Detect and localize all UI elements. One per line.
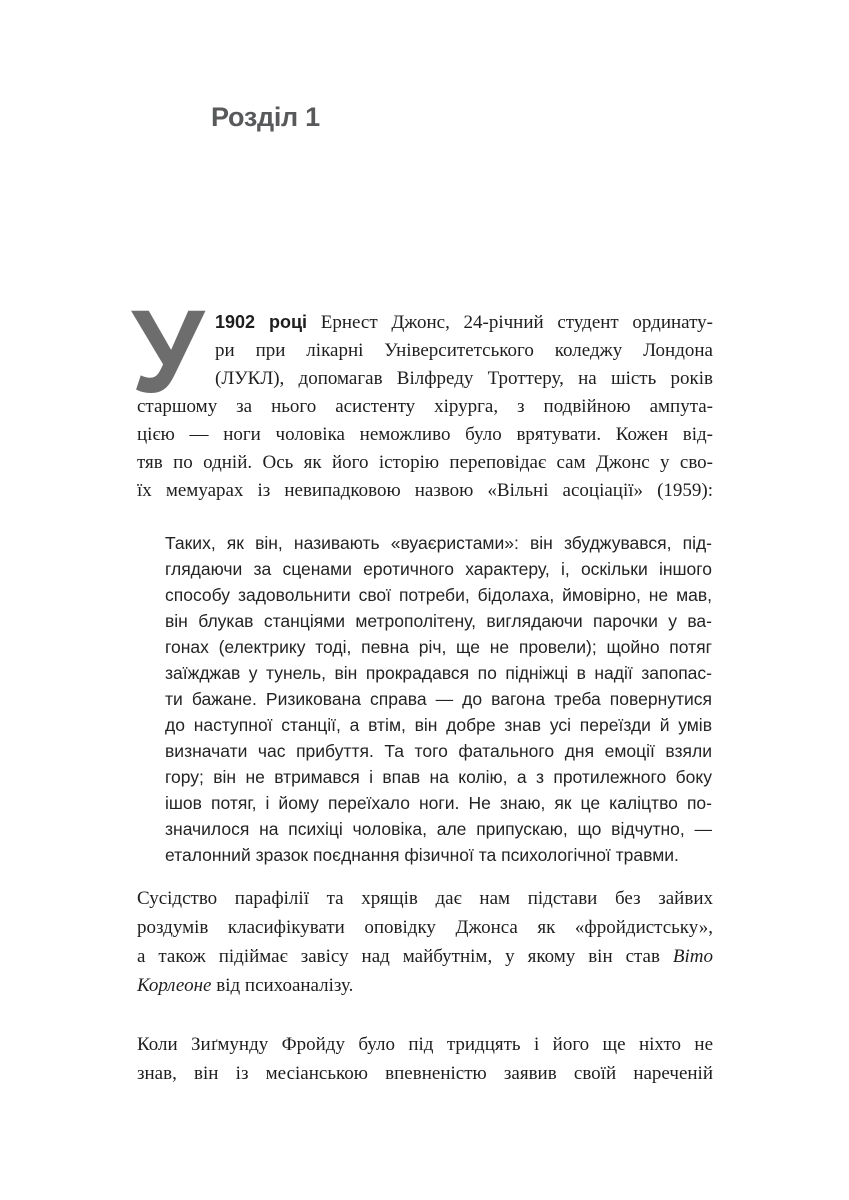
text-line [137, 477, 713, 505]
text-segment: ти бажане. Ризикована справа — до вагона треба повернутися [165, 689, 712, 709]
text-segment: старшому за нього асистенту хірурга, з подвійною ампута- [137, 396, 713, 417]
text-line [165, 582, 712, 608]
text-segment: цією — ноги чоловіка неможливо було врятувати. Кожен від- [137, 424, 713, 445]
text-segment: їх мемуарах із невипадковою назвою «Вільні асоціації» (1959): [137, 480, 713, 501]
text-line [165, 712, 712, 738]
drop-cap-letter: У [131, 286, 205, 418]
text-segment: заїжджав у тунель, він прокрадався по підніжці в надії запопас- [165, 663, 712, 683]
text-segment: він блукав станціями метрополітену, виглядаючи парочки у ва- [165, 611, 712, 631]
text-line [137, 337, 713, 365]
text-segment: значилося на психіці чоловіка, але припускаю, що відчутно, — [165, 819, 712, 839]
chapter-heading: Розділ 1 [211, 102, 320, 132]
text-line [165, 738, 712, 764]
text-segment: еталонний зразок поєднання фізичної та психологічної травми. [165, 845, 679, 865]
text-line [137, 421, 713, 449]
text-segment: роздумів класифікувати оповідку Джонса як «фройдистську», [137, 917, 713, 938]
text-line [137, 393, 713, 421]
text-line [165, 842, 712, 868]
text-segment: ішов потяг, і йому переїхало ноги. Не знаю, як це каліцтво по- [165, 793, 712, 813]
paragraph-opening [137, 308, 713, 505]
text-line [165, 608, 712, 634]
text-segment: гонах (електрику тоді, певна річ, ще не провели); щойно потяг [165, 637, 712, 657]
paragraph-freud [137, 1030, 713, 1088]
text-line [165, 530, 712, 556]
text-line [137, 913, 713, 942]
text-segment: (ЛУКЛ), допомагав Вілфреду Троттеру, на шість років [215, 368, 713, 389]
text-segment: глядаючи за сценами еротичного характеру, і, оскільки іншого [165, 559, 712, 579]
text-segment: знав, він із месіанською впевненістю заявив своїй нареченій [137, 1063, 713, 1084]
text-segment: способу задовольнити свої потреби, бідолаха, ймовірно, не мав, [165, 585, 712, 605]
text-line [165, 816, 712, 842]
text-segment: до наступної станції, а втім, він добре знав усі переїзди й умів [165, 715, 712, 735]
text-line [137, 1030, 713, 1059]
text-segment: гору; він не втримався і впав на колію, а з протилежного боку [165, 767, 712, 787]
paragraph-commentary [137, 884, 713, 1000]
block-quote [165, 530, 712, 868]
text-segment: Сусідство парафілії та хрящів дає нам підстави без зайвих [137, 888, 713, 909]
text-line [137, 308, 713, 337]
text-line [137, 1059, 713, 1088]
text-line [165, 764, 712, 790]
text-line [137, 365, 713, 393]
lead-in-bold: 1902 році [215, 312, 308, 332]
text-segment: визначати час прибуття. Та того фатального дня емоції взяли [165, 741, 712, 761]
text-line [165, 634, 712, 660]
text-segment: а також підіймає завісу над майбутнім, у якому він став [137, 946, 673, 967]
text-line [137, 942, 713, 971]
text-segment: Ернест Джонс, 24-річний студент ординату- [307, 312, 713, 333]
text-segment: від психоаналізу. [211, 975, 354, 996]
text-segment: тяв по одній. Ось як його історію переповідає сам Джонс у сво- [137, 452, 713, 473]
text-segment: Коли Зиґмунду Фройду було під тридцять і його ще ніхто не [137, 1034, 713, 1055]
text-line [137, 971, 713, 1000]
text-line [137, 884, 713, 913]
text-line [165, 790, 712, 816]
italic-phrase: Корлеоне [137, 975, 212, 996]
text-line [165, 556, 712, 582]
text-segment: ри при лікарні Університетського коледжу Лондона [215, 340, 713, 361]
text-line [165, 660, 712, 686]
italic-phrase: Віто [672, 946, 713, 967]
text-line [165, 686, 712, 712]
text-line [137, 449, 713, 477]
text-segment: Таких, як він, називають «вуаєристами»: він збуджувався, під- [165, 533, 712, 553]
